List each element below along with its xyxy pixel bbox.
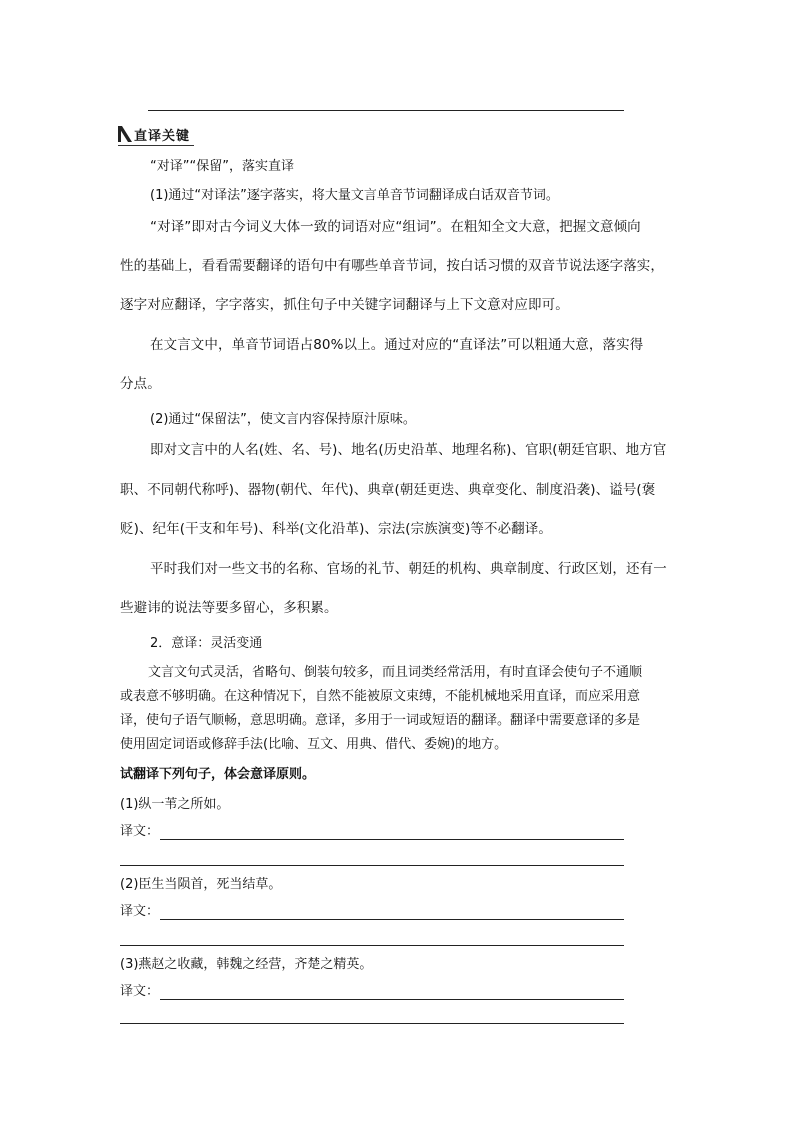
answer-label: 译文： [120,904,160,919]
answer-extra-line[interactable] [120,945,624,946]
section1-point1: (1)通过“对译法”逐字落实，将大量文言单音节词翻译成白话双音节词。 [150,188,559,203]
section1-p6-line: 平时我们对一些文书的名称、官场的礼节、朝廷的机构、典章制度、行政区划，还有一 [150,561,667,577]
exercise-instruction: 试翻译下列句子，体会意译原则。 [120,767,316,782]
section2-p1-line: 译，使句子语气顺畅，意思明确。意译，多用于一词或短语的翻译。翻译中需要意译的多是 [120,713,641,728]
section1-p5-line: 贬)、纪年(干支和年号)、科举(文化沿革)、宗法(宗族演变)等不必翻译。 [120,521,552,537]
section1-p3-line: 分点。 [120,376,161,392]
header-rule [148,110,624,111]
answer-line [160,919,624,920]
answer-row[interactable] [120,823,624,841]
section1-p5-line: 职、不同朝代称呼)、器物(朝代、年代)、典章(朝廷更迭、典章变化、制度沿袭)、谥号(褒 [120,482,656,498]
section1-point2: (2)通过“保留法”，使文言内容保持原汁原味。 [150,412,416,427]
section2-p1-line: 文言文句式灵活，省略句、倒装句较多，而且词类经常活用，有时直译会使句子不通顺 [148,665,643,680]
section1-p6-line: 些避讳的说法等要多留心，多积累。 [120,600,338,616]
answer-row[interactable] [120,903,624,921]
answer-label: 译文： [120,824,160,839]
exercise-item: (3)燕赵之收藏，韩魏之经营，齐楚之精英。 [120,957,373,972]
answer-row[interactable] [120,983,624,1001]
section1-heading: “对译”“保留”，落实直译 [150,159,294,174]
exercise-item: (2)臣生当陨首，死当结草。 [120,877,282,892]
answer-extra-line[interactable] [120,1023,624,1024]
section2-p1-line: 使用固定词语或修辞手法(比喻、互文、用典、借代、委婉)的地方。 [120,737,508,752]
corner-mark-icon [118,124,132,144]
section-tag-underline [118,145,194,146]
exercise-item: (1)纵一苇之所如。 [120,797,230,812]
section-tag [118,124,190,144]
section2-heading: 2．意译：灵活变通 [150,636,263,651]
section2-p1-line: 或表意不够明确。在这种情况下，自然不能被原文束缚，不能机械地采用直译，而应采用意 [120,689,641,704]
answer-line [160,839,624,840]
section-tag-label: 直译关键 [134,128,191,144]
answer-extra-line[interactable] [120,865,624,866]
answer-label: 译文： [120,984,160,999]
section1-p2-line: 逐字对应翻译，字字落实，抓住句子中关键字词翻译与上下文意对应即可。 [120,297,569,313]
section1-p5-line: 即对文言中的人名(姓、名、号)、地名(历史沿革、地理名称)、官职(朝廷官职、地方官 [150,442,667,458]
section1-p3-line: 在文言文中，单音节词语占80%以上。通过对应的“直译法”可以粗通大意，落实得 [150,337,644,353]
section1-p2-line: 性的基础上，看看需要翻译的语句中有哪些单音节词，按白话习惯的双音节说法逐字落实， [120,258,664,274]
answer-line [160,999,624,1000]
section1-p2-line: “对译”即对古今词义大体一致的词语对应“组词”。在粗知全文大意，把握文意倾向 [150,219,641,235]
